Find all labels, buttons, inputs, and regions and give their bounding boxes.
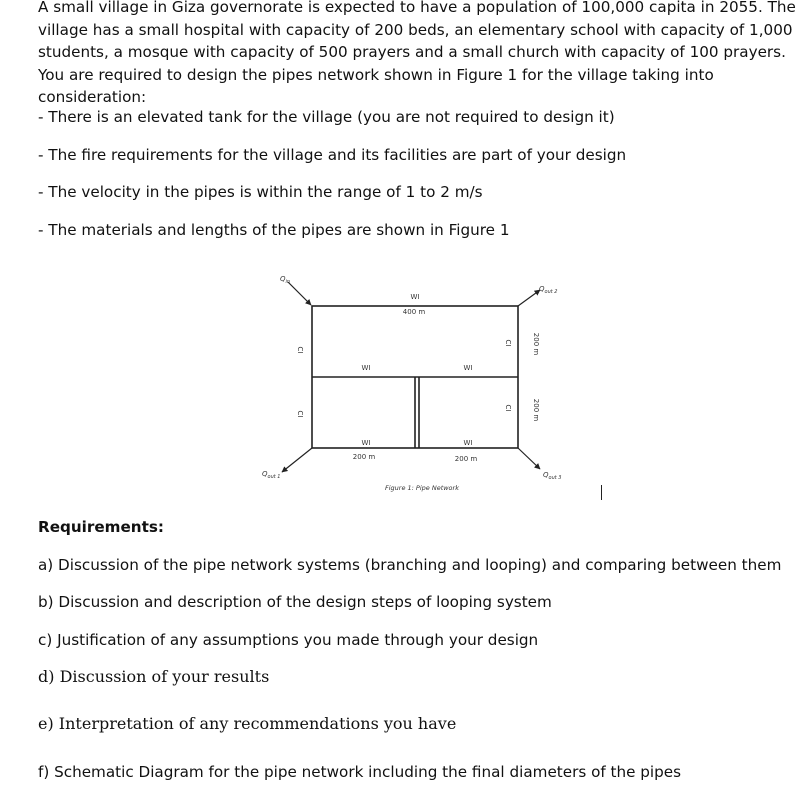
right-upper-pipe-material: CI [504,339,512,347]
pipe-network-figure [250,268,580,493]
middle-right-pipe-material: WI [463,364,473,372]
left-upper-pipe-material: CI [296,346,304,354]
requirement-d: d) Discussion of your results [38,667,270,686]
requirement-e: e) Interpretation of any recommendations you have [38,714,457,733]
bullet-elevated-tank: - There is an elevated tank for the village (you are not required to design it) [38,108,615,126]
inflow-arrow [288,282,311,305]
q-out1-label: $Q_{out 1}$ [262,470,281,480]
requirements-heading: Requirements: [38,518,164,536]
bullet-velocity: - The velocity in the pipes is within the range of 1 to 2 m/s [38,183,483,201]
middle-left-pipe-material: WI [361,364,371,372]
bottom-right-pipe-material: WI [463,439,473,447]
text-cursor [601,485,602,500]
requirement-b: b) Discussion and description of the design steps of looping system [38,593,552,611]
left-lower-pipe-material: CI [296,410,304,418]
q-in-label: $Q_{in}$ [280,275,291,285]
requirement-f: f) Schematic Diagram for the pipe network including the final diameters of the pipes [38,763,682,781]
outflow-2-arrow [518,290,540,306]
outflow-1-arrow [282,448,312,472]
bullet-materials: - The materials and lengths of the pipes are shown in Figure 1 [38,221,510,239]
bottom-left-pipe-length: 200 m [352,453,376,461]
requirement-a: a) Discussion of the pipe network systems (branching and looping) and comparing between them [38,556,782,574]
top-pipe-length: 400 m [402,308,426,316]
q-out2-label: $Q_{out 2}$ [539,285,558,295]
right-lower-pipe-material: CI [504,404,512,412]
right-lower-pipe-length: 200 m [532,398,540,422]
q-out3-label: $Q_{out 3}$ [543,471,562,481]
right-upper-pipe-length: 200 m [532,332,540,356]
bullet-fire-requirements: - The fire requirements for the village and its facilities are part of your design [38,146,627,164]
requirement-c: c) Justification of any assumptions you made through your design [38,631,539,649]
figure-caption: Figure 1: Pipe Network [385,484,459,492]
outflow-3-arrow [518,448,540,469]
bottom-left-pipe-material: WI [361,439,371,447]
intro-paragraph: A small village in Giza governorate is expected to have a population of 100,000 capita in 2055. The village has a small hospital with capacity of 200 beds, an elementary school with capacity of 1,000 students, a mosque with capacity of 500 prayers and a small church with capacity of 100 prayers. You are required to design the pipes network shown in Figure 1 for the village taking into consideration: [38,0,796,106]
top-pipe-material: WI [410,293,420,301]
bottom-right-pipe-length: 200 m [454,455,478,463]
